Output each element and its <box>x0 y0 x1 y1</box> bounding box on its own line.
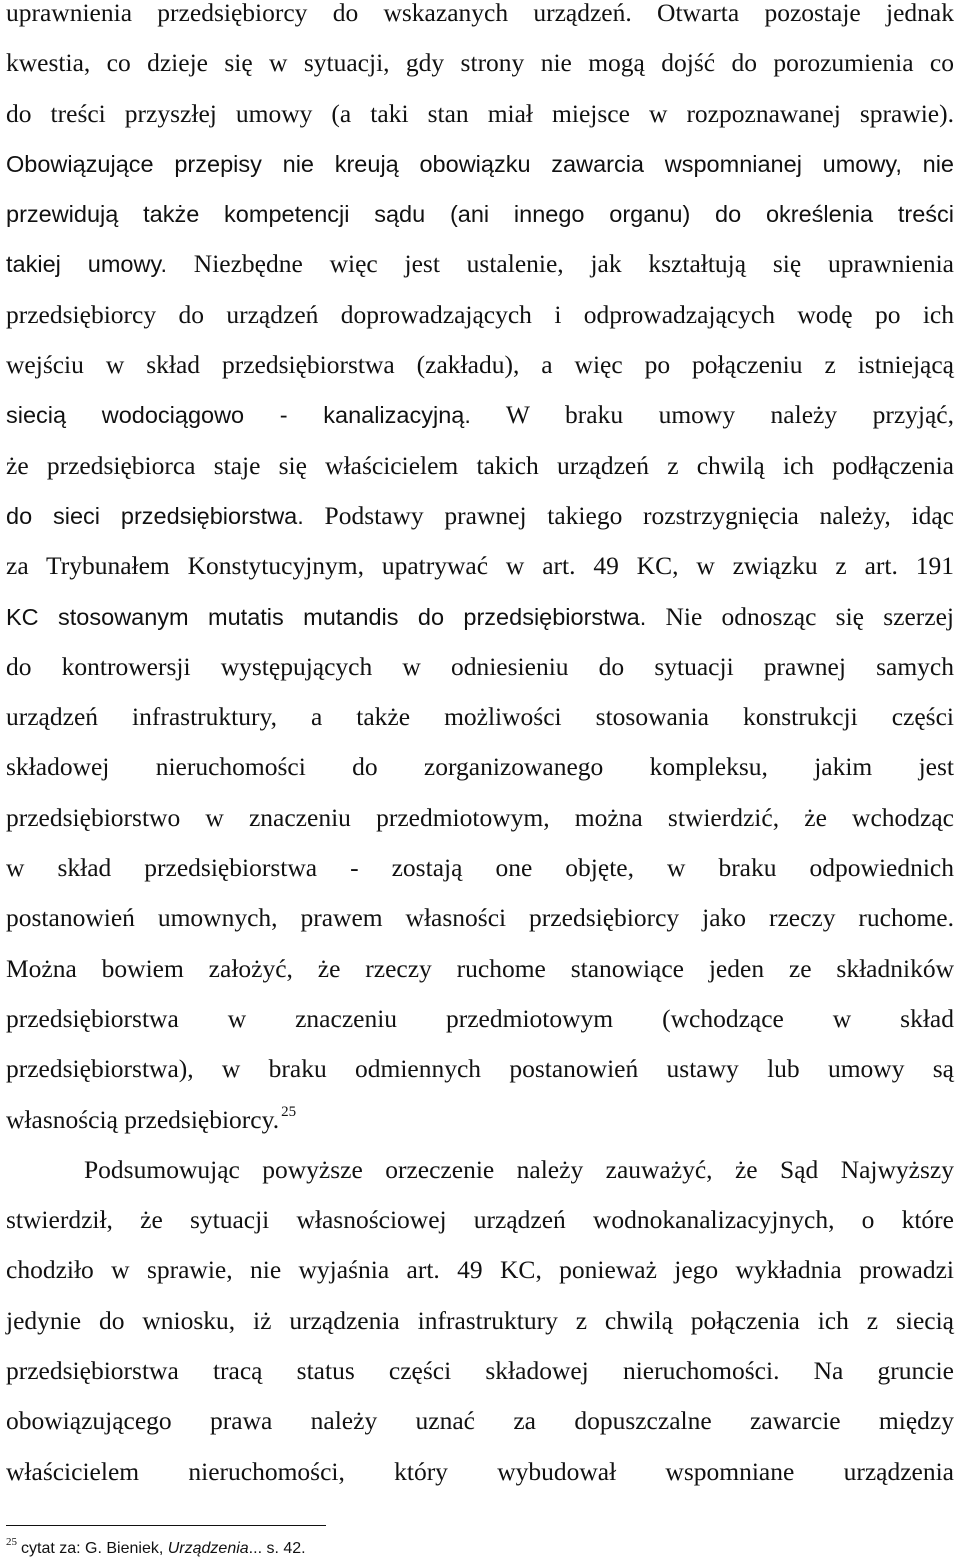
text-line: chodziło w sprawie, nie wyjaśnia art. 49 KC, ponieważ jego wykładnia prowadzi <box>6 1255 954 1285</box>
text-line-with-footnote-ref <box>6 1103 954 1157</box>
footnote-title: Urządzenia <box>167 1540 249 1557</box>
text-line: do kontrowersji występujących w odniesieniu do sytuacji prawnej samych <box>6 651 954 681</box>
footnote-reference[interactable]: 25 <box>281 1103 297 1120</box>
text-line: przewidują także kompetencji sądu (ani innego organu) do określenia treści <box>6 201 954 228</box>
text-line: stwierdził, że sytuacji własnościowej urządzeń wodnokanalizacyjnych, o które <box>6 1205 954 1235</box>
text-line: przedsiębiorcy do urządzeń doprowadzających i odprowadzających wodę po ich <box>6 299 954 329</box>
text-line: właścicielem nieruchomości, który wybudował wspomniane urządzenia <box>6 1456 954 1486</box>
text-line: jedynie do wniosku, iż urządzenia infrastruktury z chwilą połączenia ich z siecią <box>6 1305 954 1335</box>
text-segment: własnością przedsiębiorcy. <box>6 1104 280 1134</box>
footnote-prefix: cytat za: G. Bieniek, <box>21 1540 168 1557</box>
text-line: uprawnienia przedsiębiorcy do wskazanych urządzeń. Otwarta pozostaje jednak <box>6 0 954 27</box>
text-line: w skład przedsiębiorstwa - zostają one objęte, w braku odpowiednich <box>6 853 954 883</box>
text-segment: Podstawy prawnej takiego rozstrzygnięcia należy, idąc <box>303 500 954 530</box>
text-line-mixed <box>6 402 954 452</box>
text-line: przedsiębiorstwo w znaczeniu przedmiotowym, można stwierdzić, że wchodząc <box>6 802 954 832</box>
footnote-suffix: ... s. 42. <box>248 1540 306 1557</box>
footnote <box>6 1537 306 1561</box>
text-segment: W braku umowy należy przyjąć, <box>470 400 954 430</box>
text-line: za Trybunałem Konstytucyjnym, upatrywać w art. 49 KC, w związku z art. 191 <box>6 551 954 581</box>
text-segment: Nie odnosząc się szerzej <box>646 601 954 631</box>
footnote-number: 25 <box>6 1536 17 1548</box>
text-line-mixed <box>6 500 954 553</box>
text-line: obowiązującego prawa należy uznać za dopuszczalne zawarcie między <box>6 1406 954 1436</box>
text-line: że przedsiębiorca staje się właścicielem takich urządzeń z chwilą ich podłączenia <box>6 450 954 480</box>
text-segment: takiej umowy. <box>6 251 168 278</box>
text-line: przedsiębiorstwa), w braku odmiennych postanowień ustawy lub umowy są <box>6 1054 954 1084</box>
text-line: wejściu w skład przedsiębiorstwa (zakładu), a więc po połączeniu z istniejącą <box>6 350 954 380</box>
text-line: przedsiębiorstwa w znaczeniu przedmiotowym (wchodzące w skład <box>6 1003 954 1033</box>
text-segment: do sieci przedsiębiorstwa. <box>6 502 304 529</box>
text-line-mixed <box>6 251 954 301</box>
footnote-separator <box>6 1525 326 1526</box>
text-segment: Niezbędne więc jest ustalenie, jak kształtują się uprawnienia <box>167 249 954 279</box>
text-line: postanowień umownych, prawem własności przedsiębiorcy jako rzeczy ruchome. <box>6 903 954 933</box>
text-line: do treści przyszłej umowy (a taki stan miał miejsce w rozpoznawanej sprawie). <box>6 98 954 128</box>
text-segment: KC stosowanym mutatis mutandis do przedsiębiorstwa. <box>6 603 647 630</box>
text-line: Można bowiem założyć, że rzeczy ruchome stanowiące jeden ze składników <box>6 953 954 983</box>
text-line-mixed <box>6 601 954 654</box>
text-line: urządzeń infrastruktury, a także możliwości stosowania konstrukcji części <box>6 702 954 732</box>
text-segment: siecią wodociągowo - kanalizacyjną. <box>6 402 471 429</box>
text-line: Obowiązujące przepisy nie kreują obowiązku zawarcia wspomnianej umowy, nie <box>6 150 954 177</box>
paragraph-first-line: Podsumowując powyższe orzeczenie należy zauważyć, że Sąd Najwyższy <box>84 1154 954 1184</box>
text-line: kwestia, co dzieje się w sytuacji, gdy strony nie mogą dojść do porozumienia co <box>6 48 954 78</box>
document-page <box>6 0 954 1509</box>
text-line: składowej nieruchomości do zorganizowanego kompleksu, jakim jest <box>6 752 954 782</box>
text-line: przedsiębiorstwa tracą status części składowej nieruchomości. Na gruncie <box>6 1356 954 1386</box>
